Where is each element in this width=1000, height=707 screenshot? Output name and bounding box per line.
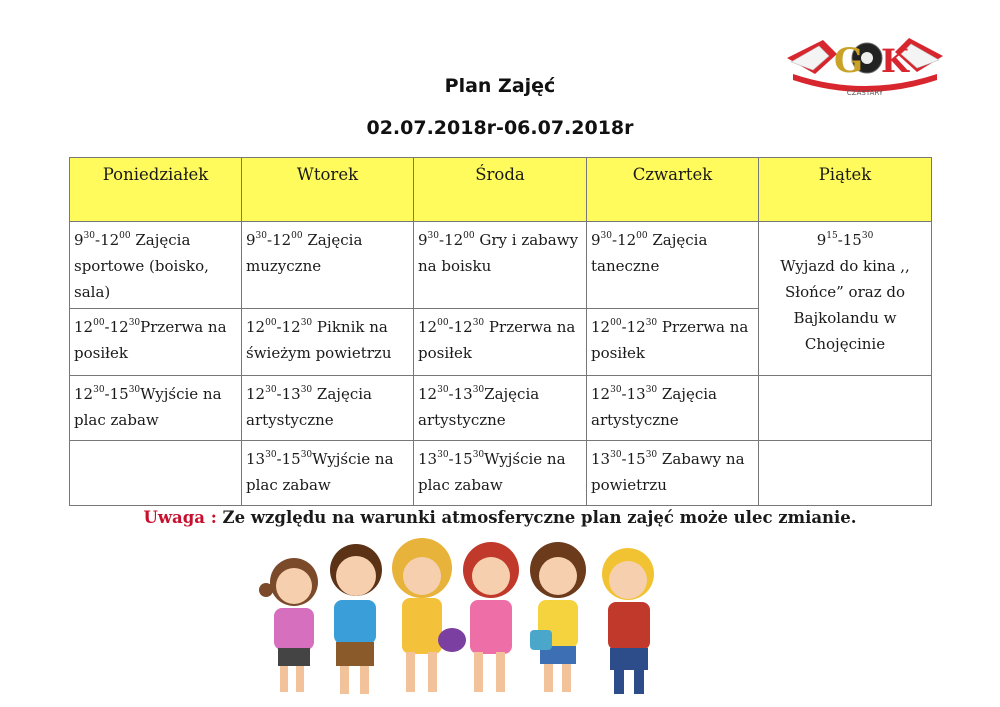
schedule-cell: $13^{30}-15^{30}Wyjście$ na plac zabaw bbox=[242, 441, 414, 506]
schedule-cell: $12^{00}-12^{30}$ Piknik na świeżym powietrzu bbox=[242, 309, 414, 376]
schedule-cell: $12^{00}-12^{30}$ Przerwa na posiłek bbox=[587, 309, 759, 376]
schedule-cell: $12^{00}-12^{30}Przerwa$ na posiłek bbox=[70, 309, 242, 376]
day-header: Czwartek bbox=[587, 158, 759, 222]
schedule-cell: $12^{30}-13^{30}$ Zajęcia artystyczne bbox=[587, 376, 759, 441]
day-header: Środa bbox=[414, 158, 587, 222]
schedule-cell: $9^{30}-12^{00}$ Zajęcia muzyczne bbox=[242, 222, 414, 309]
schedule-cell-empty bbox=[759, 376, 932, 441]
friday-cell: $9^{15}-15^{30}$ Wyjazd do kina ,, Słońce” oraz do Bajkolandu w Chojęcinie bbox=[759, 222, 932, 376]
schedule-cell: $13^{30}-15^{30}$ Zabawy na powietrzu bbox=[587, 441, 759, 506]
schedule-cell: $13^{30}-15^{30}Wyjście$ na plac zabaw bbox=[414, 441, 587, 506]
day-header: Wtorek bbox=[242, 158, 414, 222]
child-1 bbox=[259, 558, 318, 692]
svg-text:K: K bbox=[881, 42, 909, 80]
note-text: Ze względu na warunki atmosferyczne plan zajęć może ulec zmianie. bbox=[216, 508, 857, 527]
note-label: Uwaga : bbox=[143, 508, 217, 527]
schedule-cell: $12^{30}-15^{30}Wyjście$ na plac zabaw bbox=[70, 376, 242, 441]
schedule-cell-empty bbox=[759, 441, 932, 506]
child-5 bbox=[530, 542, 586, 692]
schedule-table bbox=[69, 157, 932, 506]
child-4 bbox=[463, 542, 519, 692]
schedule-cell: $12^{30}-13^{30}Zajęcia$ artystyczne bbox=[414, 376, 587, 441]
table-row bbox=[70, 222, 932, 309]
page-title: Plan Zajęć bbox=[444, 75, 556, 97]
day-header: Poniedziałek bbox=[70, 158, 242, 222]
schedule-cell: $12^{00}-12^{30}$ Przerwa na posiłek bbox=[414, 309, 587, 376]
schedule-cell: $9^{30}-12^{00}$ Zajęcia sportowe (boisko, sala) bbox=[70, 222, 242, 309]
schedule-cell: $9^{30}-12^{00}$ Zajęcia taneczne bbox=[587, 222, 759, 309]
child-6 bbox=[602, 548, 654, 694]
table-row bbox=[70, 441, 932, 506]
date-range: 02.07.2018r-06.07.2018r bbox=[366, 117, 634, 139]
schedule-cell: $12^{30}-13^{30}$ Zajęcia artystyczne bbox=[242, 376, 414, 441]
weather-note bbox=[0, 508, 1000, 527]
schedule-cell: $9^{30}-12^{00}$ Gry i zabawy na boisku bbox=[414, 222, 587, 309]
table-row bbox=[70, 376, 932, 441]
svg-text:G: G bbox=[834, 41, 864, 81]
header-row bbox=[70, 158, 932, 222]
day-header: Piątek bbox=[759, 158, 932, 222]
children-illustration bbox=[256, 530, 686, 705]
child-2 bbox=[330, 544, 382, 694]
schedule-cell-empty bbox=[70, 441, 242, 506]
logo-subtext: CZASTARY bbox=[846, 89, 884, 97]
child-3 bbox=[392, 538, 466, 692]
